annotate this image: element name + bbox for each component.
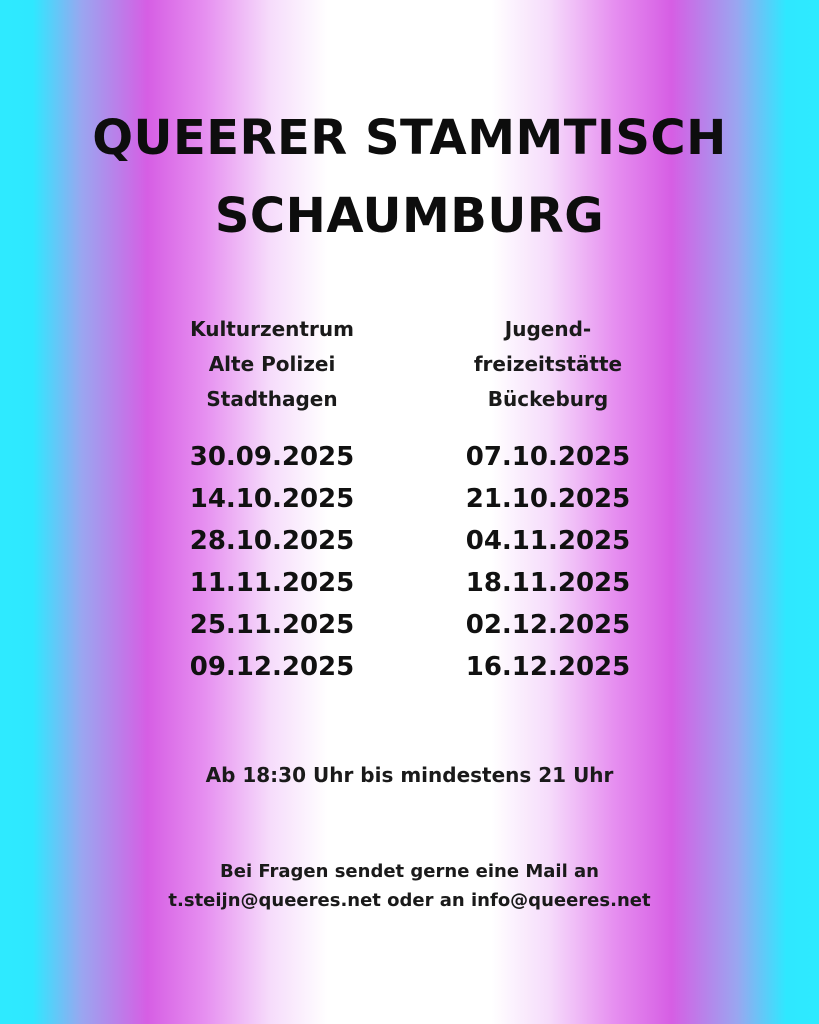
date-item: 30.09.2025 [189, 442, 355, 472]
date-item: 09.12.2025 [189, 652, 355, 682]
venue-name [142, 312, 402, 424]
date-item: 18.11.2025 [465, 568, 631, 598]
date-item: 25.11.2025 [189, 610, 355, 640]
date-item: 16.12.2025 [465, 652, 631, 682]
venue-line: Jugend- [504, 317, 592, 341]
venue-line: Alte Polizei [208, 352, 336, 376]
venue-line: Stadthagen [206, 387, 338, 411]
date-item: 02.12.2025 [465, 610, 631, 640]
venue-line: Bückeburg [487, 387, 609, 411]
venue-line: Kulturzentrum [190, 317, 354, 341]
location-column-bueckeburg [418, 312, 678, 688]
time-info: Ab 18:30 Uhr bis mindestens 21 Uhr [205, 763, 614, 787]
date-item: 07.10.2025 [465, 442, 631, 472]
contact-line: Bei Fragen sendet gerne eine Mail an [220, 861, 599, 882]
contact-emails: t.steijn@queeres.net oder an info@queeres.net [168, 890, 651, 911]
date-list [418, 436, 678, 688]
page-title-line-1: QUEERER STAMMTISCH [92, 110, 727, 166]
page-title-line-2: SCHAUMBURG [214, 188, 605, 244]
date-list [142, 436, 402, 688]
date-item: 14.10.2025 [189, 484, 355, 514]
date-item: 28.10.2025 [189, 526, 355, 556]
venue-name [418, 312, 678, 424]
venue-line: freizeitstätte [473, 352, 623, 376]
date-item: 11.11.2025 [189, 568, 355, 598]
contact-info [0, 857, 819, 915]
location-column-stadthagen [142, 312, 402, 688]
date-item: 04.11.2025 [465, 526, 631, 556]
date-item: 21.10.2025 [465, 484, 631, 514]
